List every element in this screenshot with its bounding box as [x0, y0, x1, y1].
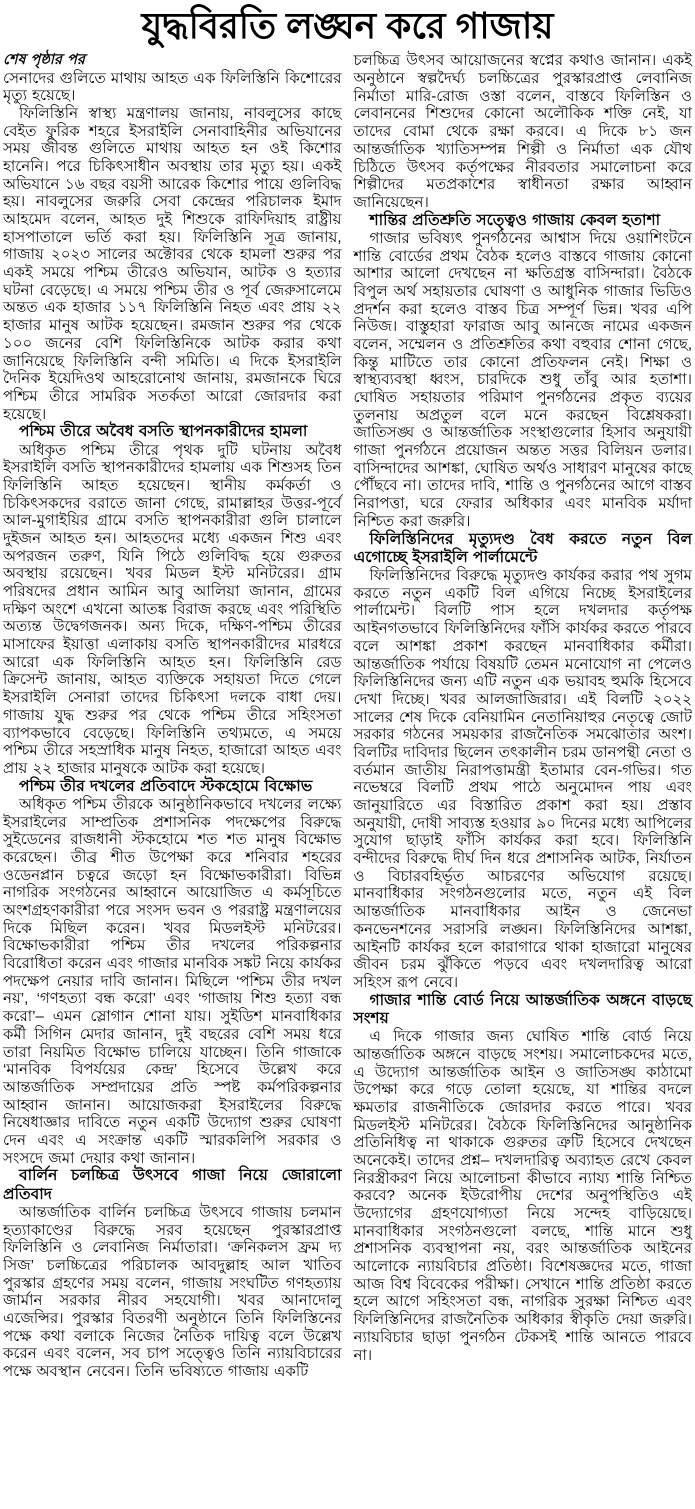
section-heading-death-penalty-bill: ফিলিস্তিনিদের মৃত্যুদণ্ড বৈধ করতে নতুন বিল এগোচ্ছে ইসরাইলি পার্লামেন্টে	[353, 530, 692, 566]
article-paragraph: আন্তর্জাতিক বার্লিন চলচ্চিত্র উৎসবে গাজায় চলমান হত্যাকাণ্ডের বিরুদ্ধে সরব হয়েছেন পুরস্কারপ্রাপ্ত ফিলিস্তিনি ও লেবানিজ নির্মাতারা। ‘ক্রনিকলস ফ্রম দ্য সিজ’ চলচ্চিত্রের পরিচালক আবদুল্লাহ আল খাতিব পুরস্কার গ্রহণের সময় বলেন, গাজায় সংঘটিত গণহত্যায় জার্মান সরকার নীরব সহযোগী। খবর আনাদোলু এজেন্সির। পুরস্কার বিতরণী অনুষ্ঠানে তিনি ফিলিস্তিনের পক্ষে কথা বলাকে নিজের নৈতিক দায়িত্ব বলে উল্লেখ করেন এবং বলেন, সব চাপ সত্ত্বেও তিনি ন্যায়বিচারের পক্ষে অবস্থান নেবেন। তিনি ভবিষ্যতে গাজায় একটি	[3, 1203, 342, 1381]
section-heading-settler-attacks: পশ্চিম তীরে অবৈধ বসতি স্থাপনকারীদের হামলা	[19, 423, 308, 441]
article-paragraph: এ দিকে গাজার জন্য ঘোষিত শান্তি বোর্ড নিয়ে আন্তর্জাতিক অঙ্গনে বাড়ছে সংশয়। সমালোচকদের মতে, এ উদ্যোগ আন্তর্জাতিক আইন ও জাতিসঙ্ঘ কাঠামো উপেক্ষা করে গড়ে তোলা হয়েছে, যা শান্তির বদলে ক্ষমতার রাজনীতিকে জোরদার করতে পারে। খবর মিডলইস্ট মনিটরের। বৈঠকে ফিলিস্তিনিদের আনুষ্ঠানিক প্রতিনিধিত্ব না থাকাকে গুরুতর ত্রুটি হিসেবে দেখছেন অনেকেই। তাদের প্রশ্ন– দখলদারিত্ব অব্যাহত রেখে কেবল নিরস্ত্রীকরণ নিয়ে আলোচনা কীভাবে ন্যায্য শান্তি নিশ্চিত করবে? অনেক ইউরোপীয় দেশের অনুপস্থিতিও এই উদ্যোগের গ্রহণযোগ্যতা নিয়ে সন্দেহ বাড়িয়েছে। মানবাধিকার সংগঠনগুলো বলছে, শান্তি মানে শুধু প্রশাসনিক ব্যবস্থাপনা নয়, বরং আন্তর্জাতিক আইনের আলোকে ন্যায়বিচার প্রতিষ্ঠা। বিশেষজ্ঞদের মতে, গাজা আজ বিশ্ব বিবেকের পরীক্ষা। সেখানে শান্তি প্রতিষ্ঠা করতে হলে আগে সহিংসতা বন্ধ, নাগরিক সুরক্ষা নিশ্চিত এবং ফিলিস্তিনিদের রাজনৈতিক অধিকার স্বীকৃতি দেয়া জরুরি। ন্যায়বিচার ছাড়া পুনর্গঠন টেকসই শান্তি আনতে পারবে না।	[353, 1028, 692, 1364]
article-paragraph: সেনাদের গুলিতে মাথায় আহত এক ফিলিস্তিনি কিশোরের মৃত্যু হয়েছে।	[3, 69, 342, 105]
article-columns	[0, 46, 695, 1380]
article-paragraph: চলচ্চিত্র উৎসব আয়োজনের স্বপ্নের কথাও জানান। একই অনুষ্ঠানে স্বল্পদৈর্ঘ্য চলচ্চিত্রের পুরস্কারপ্রাপ্ত লেবানিজ নির্মাতা মারি-রোজ ওস্তা বলেন, বাস্তবে ফিলিস্তিন ও লেবাননের শিশুদের কোনো অলৌকিক শক্তি নেই, যা তাদের বোমা থেকে রক্ষা করবে। এ দিকে ৮১ জন আন্তর্জাতিক খ্যাতিসম্পন্ন শিল্পী ও নির্মাতা এক যৌথ চিঠিতে উৎসব কর্তৃপক্ষের নীরবতার সমালোচনা করে শিল্পীদের মতপ্রকাশের স্বাধীনতা রক্ষার আহ্বান জানিয়েছেন।	[353, 52, 692, 211]
section-heading-peace-board-doubt: গাজার শান্তি বোর্ড নিয়ে আন্তর্জাতিক অঙ্গনে বাড়ছে সংশয়	[353, 991, 692, 1027]
article-headline: যুদ্ধবিরতি লঙ্ঘন করে গাজায়	[141, 5, 554, 46]
section-heading-stockholm-protest: পশ্চিম তীর দখলের প্রতিবাদে স্টকহোমে বিক্ষোভ	[19, 777, 313, 795]
section-heading-peace-promise: শান্তির প্রতিশ্রুতি সত্ত্বেও গাজায় কেবল হতাশা	[369, 211, 661, 229]
article-column-right	[354, 52, 693, 1380]
continued-from-note: শেষ পৃষ্ঠার পর	[3, 52, 85, 69]
article-paragraph: গাজার ভবিষ্যৎ পুনর্গঠনের আশ্বাস দিয়ে ওয়াশিংটনে শান্তি বোর্ডের প্রথম বৈঠক হলেও বাস্তবে গাজায় কোনো আশার আলো দেখছেন না ক্ষতিগ্রস্ত বাসিন্দারা। বৈঠকে বিপুল অর্থ সহায়তার ঘোষণা ও আধুনিক গাজার ভিডিও প্রদর্শন করা হলেও বাস্তব চিত্র সম্পূর্ণ ভিন্ন। খবর এপি নিউজ। বাস্তুহারা ফারাজ আবু আনজে নামের একজন বলেন, সম্মেলন ও প্রতিশ্রুতির কথা বহুবার শোনা গেছে, কিন্তু মাটিতে তার কোনো প্রতিফলন নেই। শিক্ষা ও স্বাস্থ্যব্যবস্থা ধ্বংস, চারদিকে শুধু তাঁবু আর হতাশা। ঘোষিত সহায়তার পরিমাণ পুনর্গঠনের প্রকৃত ব্যয়ের তুলনায় অপ্রতুল বলে মনে করছেন বিশ্লেষকরা। জাতিসঙ্ঘ ও আন্তর্জাতিক সংস্থাগুলোর হিসাব অনুযায়ী গাজা পুনর্গঠনে প্রয়োজন অন্তত সত্তর বিলিয়ন ডলার। বাসিন্দাদের আশঙ্কা, ঘোষিত অর্থও সাধারণ মানুষের কাছে পৌঁছবে না। তাদের দাবি, শান্তি ও পুনর্গঠনের আগে বাস্তব নিরাপত্তা, ঘরে ফেরার অধিকার এবং মানবিক মর্যাদা নিশ্চিত করা জরুরি।	[353, 229, 692, 530]
article-column-left	[3, 52, 342, 1380]
section-heading-berlin-festival: বার্লিন চলচ্চিত্র উৎসবে গাজা নিয়ে জোরালো প্রতিবাদ	[3, 1167, 342, 1203]
article-paragraph: ফিলিস্তিনি স্বাস্থ্য মন্ত্রণালয় জানায়, নাবলুসের কাছে বেইত ফুরিক শহরে ইসরাইলি সেনাবাহিনীর অভিযানের সময় জীবন্ত গুলিতে মাথায় আহত হন ওই কিশোর হানেনি। পরে চিকিৎসাধীন অবস্থায় তার মৃত্যু হয়। একই অভিযানে ১৬ বছর বয়সী আরেক কিশোর পায়ে গুলিবিদ্ধ হয়। নাবলুসের জরুরি সেবা কেন্দ্রের পরিচালক ইমাদ আহমেদ বলেন, আহত দুই শিশুকে রাফিদিয়াহ রাষ্ট্রীয় হাসপাতালে ভর্তি করা হয়। ফিলিস্তিনি সূত্র জানায়, গাজায় ২০২৩ সালের অক্টোবর থেকে হামলা শুরুর পর একই সময়ে পশ্চিম তীরেও অভিযান, আটক ও হত্যার ঘটনা বেড়েছে। এ সময়ে পশ্চিম তীর ও পূর্ব জেরুসালেমে অন্তত এক হাজার ১১৭ ফিলিস্তিনি নিহত এবং প্রায় ২২ হাজার মানুষ আটক হয়েছেন। রমজান শুরুর পর থেকে ১০০ জনের বেশি ফিলিস্তিনিকে আটক করার কথা জানিয়েছে ফিলিস্তিনি বন্দী সমিতি। এ দিকে ইসরাইলি দৈনিক ইয়েদিওথ আহরোনোথ জানায়, রমজানকে ঘিরে পশ্চিম তীরে সামরিক সতর্কতা আরো জোরদার করা হয়েছে।	[3, 104, 342, 423]
article-paragraph: অধিকৃত পশ্চিম তীরে পৃথক দুটি ঘটনায় অবৈধ ইসরাইলি বসতি স্থাপনকারীদের হামলায় এক শিশুসহ তিন ফিলিস্তিনি আহত হয়েছেন। স্থানীয় কর্মকর্তা ও চিকিৎসকদের বরাতে জানা গেছে, রামাল্লাহর উত্তর-পূর্বে আল-মুগাইয়ির গ্রামে বসতি স্থাপনকারীরা গুলি চালালে দুইজন আহত হন। আহতদের মধ্যে একজন শিশু এবং অপরজন তরুণ, যিনি পিঠে গুলিবিদ্ধ হয়ে গুরুতর অবস্থায় রয়েছেন। খবর মিডল ইস্ট মনিটরের। গ্রাম পরিষদের প্রধান আমিন আবু আলিয়া জানান, গ্রামের দক্ষিণ অংশে এখনো আতঙ্ক বিরাজ করছে এবং পরিস্থিতি অত্যন্ত উদ্বেগজনক। অন্য দিকে, দক্ষিণ-পশ্চিম তীরের মাসাফের ইয়াত্তা এলাকায় বসতি স্থাপনকারীদের মারধরে আরো এক ফিলিস্তিনি আহত হন। ফিলিস্তিনি রেড ক্রিসেন্ট জানায়, আহত ব্যক্তিকে সহায়তা দিতে গেলে ইসরাইলি সেনারা তাদের চিকিৎসা দলকে বাধা দেয়। গাজায় যুদ্ধ শুরুর পর থেকে পশ্চিম তীরে সহিংসতা ব্যাপকভাবে বেড়েছে। ফিলিস্তিনি তথ্যমতে, এ সময়ে পশ্চিম তীরে সহস্রাধিক মানুষ নিহত, হাজারো আহত এবং প্রায় ২২ হাজার মানুষকে আটক করা হয়েছে।	[3, 441, 342, 777]
article-paragraph: অধিকৃত পশ্চিম তীরকে আনুষ্ঠানিকভাবে দখলের লক্ষ্যে ইসরাইলের সাম্প্রতিক প্রশাসনিক পদক্ষেপের বিরুদ্ধে সুইডেনের রাজধানী স্টকহোমে শত শত মানুষ বিক্ষোভ করেছেন। তীব্র শীত উপেক্ষা করে শনিবার শহরের ওডেনপ্লান চত্বরে জড়ো হন বিক্ষোভকারীরা। বিভিন্ন নাগরিক সংগঠনের আহ্বানে আয়োজিত এ কর্মসূচিতে অংশগ্রহণকারীরা পরে সংসদ ভবন ও পররাষ্ট্র মন্ত্রণালয়ের দিকে মিছিল করেন। খবর মিডলইস্ট মনিটরের। বিক্ষোভকারীরা পশ্চিম তীর দখলের পরিকল্পনার বিরোধিতা করেন এবং গাজার মানবিক সঙ্কট নিয়ে কার্যকর পদক্ষেপ নেয়ার দাবি জানান। মিছিলে ‘পশ্চিম তীর দখল নয়’, ‘গণহত্যা বন্ধ করো’ এবং ‘গাজায় শিশু হত্যা বন্ধ করো’– এমন স্লোগান শোনা যায়। সুইডিশ মানবাধিকার কর্মী সিগিন মেদার জানান, দুই বছরের বেশি সময় ধরে তারা নিয়মিত বিক্ষোভ চালিয়ে যাচ্ছেন। তিনি গাজাকে ‘মানবিক বিপর্যয়ের কেন্দ্র’ হিসেবে উল্লেখ করে আন্তর্জাতিক সম্প্রদায়ের প্রতি স্পষ্ট কর্মপরিকল্পনার আহ্বান জানান। আয়োজকরা ইসরাইলের বিরুদ্ধে নিষেধাজ্ঞার দাবিতে নতুন একটি উদ্যোগ শুরুর ঘোষণা দেন এবং এ সংক্রান্ত একটি স্মারকলিপি সরকার ও সংসদে জমা দেয়ার কথা জানান।	[3, 795, 342, 1167]
article-paragraph: ফিলিস্তিনিদের বিরুদ্ধে মৃত্যুদণ্ড কার্যকর করার পথ সুগম করতে নতুন একটি বিল এগিয়ে নিচ্ছে ইসরাইলের পার্লামেন্ট। বিলটি পাস হলে দখলদার কর্তৃপক্ষ আইনগতভাবে ফিলিস্তিনিদের ফাঁসি কার্যকর করতে পারবে বলে আশঙ্কা প্রকাশ করছেন মানবাধিকার কর্মীরা। আন্তর্জাতিক পর্যায়ে বিষয়টি তেমন মনোযোগ না পেলেও ফিলিস্তিনিদের জন্য এটি নতুন এক ভয়াবহ হুমকি হিসেবে দেখা দিচ্ছে। খবর আলজাজিরার। এই বিলটি ২০২২ সালের শেষ দিকে বেনিয়ামিন নেতানিয়াহুর নেতৃত্বে জোট সরকার গঠনের সময়কার রাজনৈতিক সমঝোতার অংশ। বিলটির দাবিদার ছিলেন তৎকালীন চরম ডানপন্থী নেতা ও বর্তমান জাতীয় নিরাপত্তামন্ত্রী ইতামার বেন-গভির। গত নভেম্বরে বিলটি প্রথম পাঠে অনুমোদন পায় এবং জানুয়ারিতে এর বিস্তারিত প্রকাশ করা হয়। প্রস্তাব অনুযায়ী, দোষী সাব্যস্ত হওয়ার ৯০ দিনের মধ্যে আপিলের সুযোগ ছাড়াই ফাঁসি কার্যকর করা হবে। ফিলিস্তিনি বন্দীদের বিরুদ্ধে দীর্ঘ দিন ধরে প্রশাসনিক আটক, নির্যাতন ও বিচারবহির্ভূত আচরণের অভিযোগ রয়েছে। মানবাধিকার সংগঠনগুলোর মতে, নতুন এই বিল আন্তর্জাতিক মানবাধিকার আইন ও জেনেভা কনভেনশনের সরাসরি লঙ্ঘন। ফিলিস্তিনিদের আশঙ্কা, আইনটি কার্যকর হলে কারাগারে থাকা হাজারো মানুষের জীবন চরম ঝুঁকিতে পড়বে এবং দখলদারিত্ব আরো সহিংস রূপ নেবে।	[353, 567, 692, 991]
